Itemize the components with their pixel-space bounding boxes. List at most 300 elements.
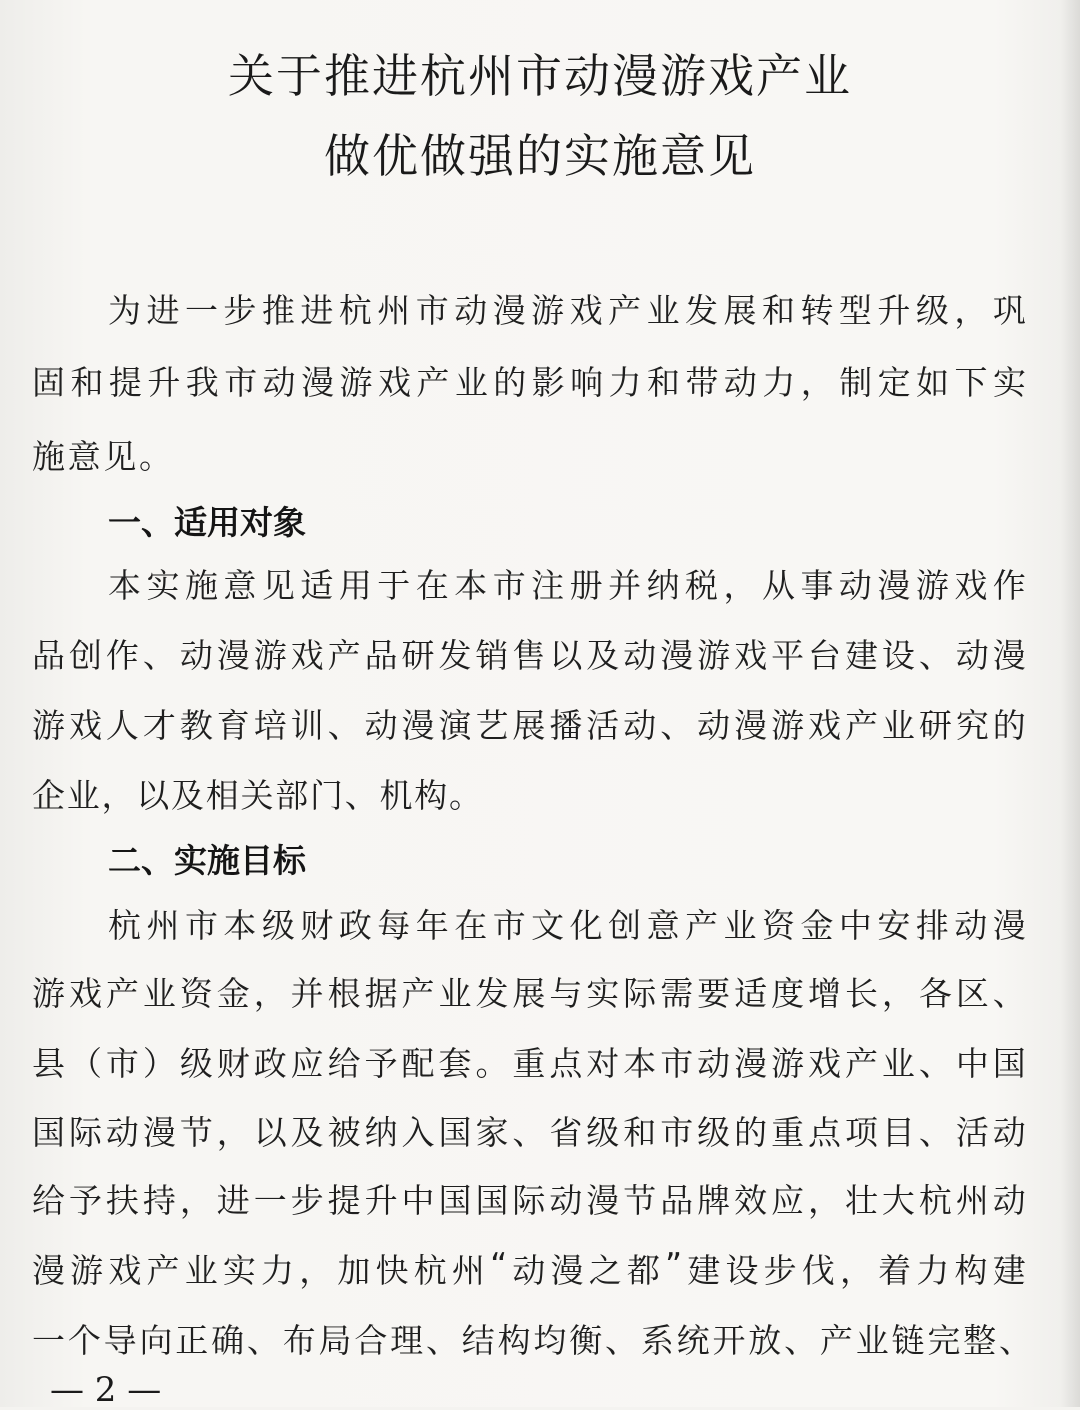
glyph: 市	[224, 363, 258, 402]
glyph: 升	[364, 1181, 398, 1220]
glyph: ，	[101, 776, 135, 815]
glyph: 产	[819, 1321, 853, 1360]
glyph: 本	[454, 566, 488, 605]
glyph: 业	[881, 1044, 915, 1083]
glyph: 级	[179, 1044, 213, 1083]
glyph: 人	[105, 706, 139, 745]
glyph: 化	[569, 906, 603, 945]
glyph: 游	[531, 291, 565, 330]
glyph: 纳	[364, 1113, 398, 1152]
glyph: 级	[697, 1113, 731, 1152]
glyph: 。	[475, 1044, 509, 1083]
section-1-line-4	[32, 770, 482, 817]
glyph: 戏	[808, 1044, 842, 1083]
glyph: 育	[216, 706, 250, 745]
glyph: 漫	[32, 1251, 65, 1290]
glyph: 理	[390, 1321, 424, 1360]
glyph: 漫	[734, 706, 768, 745]
glyph: 、	[142, 636, 176, 675]
glyph: 动	[454, 291, 488, 330]
glyph: 响	[570, 363, 604, 402]
glyph: ”	[665, 1245, 683, 1284]
glyph: 产	[608, 291, 642, 330]
glyph: 品	[660, 1181, 694, 1220]
glyph: 对	[586, 1044, 620, 1083]
glyph: 漫	[992, 636, 1026, 675]
glyph: 产	[401, 974, 435, 1013]
glyph: 节	[623, 1181, 657, 1220]
glyph: 定	[877, 363, 911, 402]
glyph: 业	[66, 776, 100, 815]
intro-line-3-text	[32, 431, 172, 478]
glyph: 、	[660, 706, 694, 745]
glyph: 杭	[338, 291, 372, 330]
glyph: ，	[216, 1113, 250, 1152]
glyph: 发	[685, 291, 719, 330]
glyph: 排	[915, 906, 949, 945]
glyph: 州	[146, 906, 180, 945]
glyph: 及	[586, 636, 620, 675]
glyph: 训	[290, 706, 324, 745]
glyph: 作	[992, 566, 1026, 605]
glyph: 节	[179, 1113, 213, 1152]
glyph: 应	[771, 1181, 805, 1220]
glyph: 作	[105, 636, 139, 675]
glyph: 区	[955, 974, 989, 1013]
glyph: 市	[105, 1044, 139, 1083]
glyph: 进	[300, 291, 334, 330]
glyph: 影	[531, 363, 565, 402]
section-2-line-2	[32, 968, 1026, 1015]
glyph: 升	[147, 363, 181, 402]
glyph: 建	[844, 636, 878, 675]
glyph: 点	[549, 1044, 583, 1083]
glyph: 意	[646, 906, 680, 945]
glyph: 应	[290, 1044, 324, 1083]
glyph: 州	[955, 1181, 989, 1220]
glyph: 下	[954, 363, 988, 402]
section-1-line-4-text	[32, 770, 482, 817]
glyph: 活	[955, 1113, 989, 1152]
glyph: 艺	[475, 706, 509, 745]
intro-line-3	[32, 431, 172, 478]
glyph: 金	[800, 906, 834, 945]
glyph: 持	[142, 1181, 176, 1220]
glyph: 中	[955, 1044, 989, 1083]
glyph: 布	[282, 1321, 316, 1360]
glyph: 发	[438, 636, 472, 675]
glyph: 需	[660, 974, 694, 1013]
glyph: 企	[32, 776, 65, 815]
glyph: 市	[492, 566, 526, 605]
glyph: ，	[954, 291, 988, 330]
glyph: 实	[222, 1251, 256, 1290]
section-2-line-5	[32, 1175, 1026, 1222]
glyph: ，	[808, 1181, 842, 1220]
glyph: 的	[734, 1113, 768, 1152]
section-2-heading: 二、实施目标	[108, 841, 306, 880]
glyph: ，	[840, 1251, 873, 1290]
glyph: 展	[512, 706, 546, 745]
glyph: 戏	[377, 363, 411, 402]
glyph: 漫	[401, 706, 435, 745]
glyph: 动	[955, 636, 989, 675]
glyph: 之	[588, 1251, 622, 1290]
glyph: 步	[763, 1251, 797, 1290]
glyph: 向	[139, 1321, 173, 1360]
glyph: 产	[844, 706, 878, 745]
glyph: 。	[138, 437, 172, 476]
glyph: 、	[327, 706, 361, 745]
glyph: 和	[647, 363, 680, 402]
glyph: 产	[146, 1251, 180, 1290]
glyph: 在	[415, 566, 449, 605]
glyph: 、	[992, 974, 1026, 1013]
glyph: 见	[261, 566, 295, 605]
glyph: 漫	[142, 1113, 176, 1152]
glyph: 动	[179, 636, 213, 675]
intro-line-2	[32, 357, 1026, 404]
glyph: 、	[344, 776, 378, 815]
glyph: 游	[32, 706, 65, 745]
glyph: 力	[608, 363, 642, 402]
intro-line-1	[108, 285, 1026, 332]
glyph: 都	[626, 1251, 660, 1290]
glyph: 放	[748, 1321, 782, 1360]
glyph: 注	[531, 566, 565, 605]
glyph: 要	[697, 974, 731, 1013]
glyph: 动	[723, 363, 757, 402]
document-title-line-2: 做优做强的实施意见	[324, 129, 756, 183]
glyph: 配	[401, 1044, 435, 1083]
glyph: 以	[549, 636, 583, 675]
glyph: 动	[992, 1113, 1026, 1152]
glyph: 的	[493, 363, 527, 402]
glyph: 扶	[105, 1181, 139, 1220]
glyph: 文	[531, 906, 565, 945]
glyph: 、	[605, 1321, 638, 1360]
glyph: 、	[512, 1113, 546, 1152]
glyph: 给	[327, 1044, 361, 1083]
glyph: 册	[569, 566, 603, 605]
glyph: 固	[32, 363, 65, 402]
glyph: 设	[881, 636, 915, 675]
glyph: ）	[142, 1044, 176, 1083]
glyph: 动	[623, 636, 657, 675]
glyph: 的	[992, 706, 1026, 745]
glyph: 业	[454, 363, 488, 402]
glyph: 政	[253, 1044, 287, 1083]
glyph: 戏	[734, 636, 768, 675]
glyph: 并	[290, 974, 324, 1013]
glyph: 漫	[660, 636, 694, 675]
glyph: 漫	[586, 1181, 620, 1220]
glyph: 展	[723, 291, 757, 330]
glyph: 平	[771, 636, 805, 675]
glyph: 台	[808, 636, 842, 675]
section-2-line-4	[32, 1107, 1026, 1154]
glyph: 动	[549, 1181, 583, 1220]
glyph: 国	[438, 1113, 472, 1152]
glyph: 制	[839, 363, 873, 402]
glyph: 给	[32, 1181, 65, 1220]
glyph: 于	[377, 566, 411, 605]
glyph: 和	[70, 363, 104, 402]
glyph: 戏	[808, 706, 842, 745]
glyph: 动	[512, 1251, 546, 1290]
glyph: 业	[184, 1251, 218, 1290]
glyph: 产	[844, 1044, 878, 1083]
glyph: 业	[881, 706, 915, 745]
glyph: 被	[327, 1113, 361, 1152]
glyph: 戏	[290, 636, 324, 675]
glyph: 均	[533, 1321, 567, 1360]
glyph: 步	[223, 291, 257, 330]
section-2-line-1-text	[108, 900, 1026, 947]
glyph: 目	[881, 1113, 915, 1152]
section-1-heading: 一、适用对象	[108, 503, 306, 542]
section-1-line-1	[108, 560, 1026, 607]
glyph: 级	[915, 291, 949, 330]
glyph: 关	[240, 776, 274, 815]
glyph: 并	[608, 566, 642, 605]
glyph: 以	[253, 1113, 287, 1152]
glyph: 伐	[801, 1251, 835, 1290]
section-2-line-3-text	[32, 1038, 1026, 1085]
glyph: 州	[377, 291, 411, 330]
glyph: 杭	[413, 1251, 447, 1290]
glyph: （	[68, 1044, 102, 1083]
glyph: 资	[179, 974, 213, 1013]
glyph: 、	[918, 636, 952, 675]
glyph: 施	[184, 566, 218, 605]
glyph: 本	[108, 566, 141, 605]
glyph: 据	[364, 974, 398, 1013]
glyph: 漫	[734, 1044, 768, 1083]
glyph: 游	[697, 636, 731, 675]
glyph: 正	[175, 1321, 209, 1360]
glyph: 、	[425, 1321, 459, 1360]
glyph: 壮	[844, 1181, 878, 1220]
glyph: 漫	[550, 1251, 584, 1290]
glyph: 动	[992, 1181, 1026, 1220]
glyph: 、	[998, 1321, 1032, 1360]
glyph: 动	[623, 706, 657, 745]
glyph: 财	[216, 1044, 250, 1083]
glyph: 意	[223, 566, 257, 605]
glyph: 力	[916, 1251, 950, 1290]
glyph: 相	[205, 776, 239, 815]
glyph: 套	[438, 1044, 472, 1083]
glyph: 效	[734, 1181, 768, 1220]
glyph: 开	[712, 1321, 746, 1360]
glyph: 构	[954, 1251, 988, 1290]
glyph: 培	[253, 706, 287, 745]
glyph: 度	[771, 974, 805, 1013]
glyph: 国	[475, 1181, 509, 1220]
glyph: 重	[512, 1044, 546, 1083]
glyph: 政	[338, 906, 372, 945]
glyph: 业	[646, 291, 680, 330]
glyph: 国	[32, 1113, 65, 1152]
glyph: 予	[68, 1181, 102, 1220]
glyph: 在	[454, 906, 488, 945]
glyph: 动	[697, 706, 731, 745]
glyph: 杭	[108, 906, 141, 945]
glyph: 进	[216, 1181, 250, 1220]
glyph: 链	[891, 1321, 925, 1360]
glyph: 及	[171, 776, 204, 815]
glyph: 合	[354, 1321, 388, 1360]
glyph: 漫	[301, 363, 335, 402]
glyph: 市	[492, 906, 526, 945]
glyph: 构	[497, 1321, 531, 1360]
glyph: 资	[761, 906, 795, 945]
glyph: 一	[184, 291, 218, 330]
glyph: 巩	[992, 291, 1026, 330]
glyph: 实	[992, 363, 1026, 402]
glyph: 税	[685, 566, 719, 605]
glyph: 快	[375, 1251, 409, 1290]
glyph: 部	[275, 776, 309, 815]
glyph: 市	[660, 1044, 694, 1083]
glyph: 漫	[492, 291, 526, 330]
glyph: 。	[449, 776, 482, 815]
glyph: 大	[881, 1181, 915, 1220]
glyph: 施	[32, 437, 65, 476]
glyph: 业	[438, 974, 472, 1013]
glyph: 一	[32, 1321, 65, 1360]
glyph: 、	[918, 1044, 952, 1083]
glyph: 点	[808, 1113, 842, 1152]
glyph: 教	[179, 706, 213, 745]
glyph: 漫	[877, 566, 911, 605]
glyph: 增	[808, 974, 842, 1013]
glyph: 中	[401, 1181, 435, 1220]
section-1-line-3	[32, 700, 1026, 747]
glyph: 力	[261, 1251, 295, 1290]
glyph: 项	[844, 1113, 878, 1152]
glyph: 用	[338, 566, 372, 605]
glyph: 建	[687, 1251, 721, 1290]
glyph: 家	[475, 1113, 509, 1152]
glyph: ，	[179, 1181, 213, 1220]
glyph: 财	[300, 906, 334, 945]
glyph: 见	[103, 437, 137, 476]
section-1-line-2	[32, 630, 1026, 677]
glyph: 才	[142, 706, 176, 745]
glyph: 提	[108, 363, 142, 402]
glyph: 戏	[68, 974, 102, 1013]
glyph: 推	[261, 291, 295, 330]
glyph: 游	[915, 566, 949, 605]
glyph: 建	[992, 1251, 1026, 1290]
section-2-line-1	[108, 900, 1026, 947]
glyph: 衡	[569, 1321, 603, 1360]
glyph: 动	[697, 1044, 731, 1083]
glyph: 杭	[918, 1181, 952, 1220]
glyph: 安	[877, 906, 911, 945]
glyph: 、	[784, 1321, 818, 1360]
glyph: 进	[146, 291, 180, 330]
glyph: 售	[512, 636, 546, 675]
section-2-line-7	[32, 1315, 1032, 1362]
glyph: 牌	[697, 1181, 731, 1220]
glyph: 确	[211, 1321, 245, 1360]
glyph: 产	[685, 906, 719, 945]
glyph: 重	[771, 1113, 805, 1152]
glyph: 销	[475, 636, 509, 675]
glyph: 播	[549, 706, 583, 745]
glyph: 完	[927, 1321, 961, 1360]
glyph: 省	[549, 1113, 583, 1152]
glyph: 着	[878, 1251, 912, 1290]
glyph: 展	[512, 974, 546, 1013]
glyph: 漫	[992, 906, 1026, 945]
glyph: 、	[246, 1321, 280, 1360]
glyph: 本	[623, 1044, 657, 1083]
glyph: 动	[364, 706, 398, 745]
glyph: 戏	[954, 566, 988, 605]
glyph: 系	[640, 1321, 674, 1360]
glyph: 本	[223, 906, 257, 945]
glyph: 际	[623, 974, 657, 1013]
glyph: 演	[438, 706, 472, 745]
glyph: 戏	[108, 1251, 142, 1290]
section-1-line-1-text	[108, 560, 1026, 607]
glyph: 事	[800, 566, 834, 605]
glyph: 步	[290, 1181, 324, 1220]
glyph: 研	[401, 636, 435, 675]
glyph: 产	[416, 363, 450, 402]
section-2-line-2-text	[32, 968, 1026, 1015]
glyph: 游	[339, 363, 373, 402]
glyph: 游	[32, 974, 65, 1013]
glyph: 实	[146, 566, 180, 605]
glyph: 型	[838, 291, 872, 330]
glyph: 产	[105, 974, 139, 1013]
glyph: ，	[299, 1251, 333, 1290]
glyph: ，	[800, 363, 834, 402]
glyph: 漫	[216, 636, 250, 675]
page-edge-shadow	[1060, 0, 1080, 1407]
glyph: 适	[734, 974, 768, 1013]
glyph: 动	[954, 906, 988, 945]
section-2-line-7-text	[32, 1315, 1032, 1362]
glyph: 业	[142, 974, 176, 1013]
glyph: 个	[67, 1321, 101, 1360]
glyph: 市	[184, 906, 218, 945]
glyph: 游	[771, 706, 805, 745]
glyph: 每	[377, 906, 411, 945]
glyph: 发	[475, 974, 509, 1013]
glyph: 转	[800, 291, 834, 330]
glyph: 从	[761, 566, 795, 605]
glyph: 业	[723, 906, 757, 945]
glyph: “	[490, 1245, 508, 1284]
glyph: 际	[512, 1181, 546, 1220]
glyph: 戏	[569, 291, 603, 330]
glyph: 戏	[68, 706, 102, 745]
glyph: ，	[723, 566, 757, 605]
intro-line-2-text	[32, 357, 1026, 404]
glyph: 整	[963, 1321, 997, 1360]
glyph: 予	[364, 1044, 398, 1083]
glyph: 级	[586, 1113, 620, 1152]
glyph: 动	[838, 566, 872, 605]
glyph: 纳	[646, 566, 680, 605]
glyph: 创	[68, 636, 102, 675]
